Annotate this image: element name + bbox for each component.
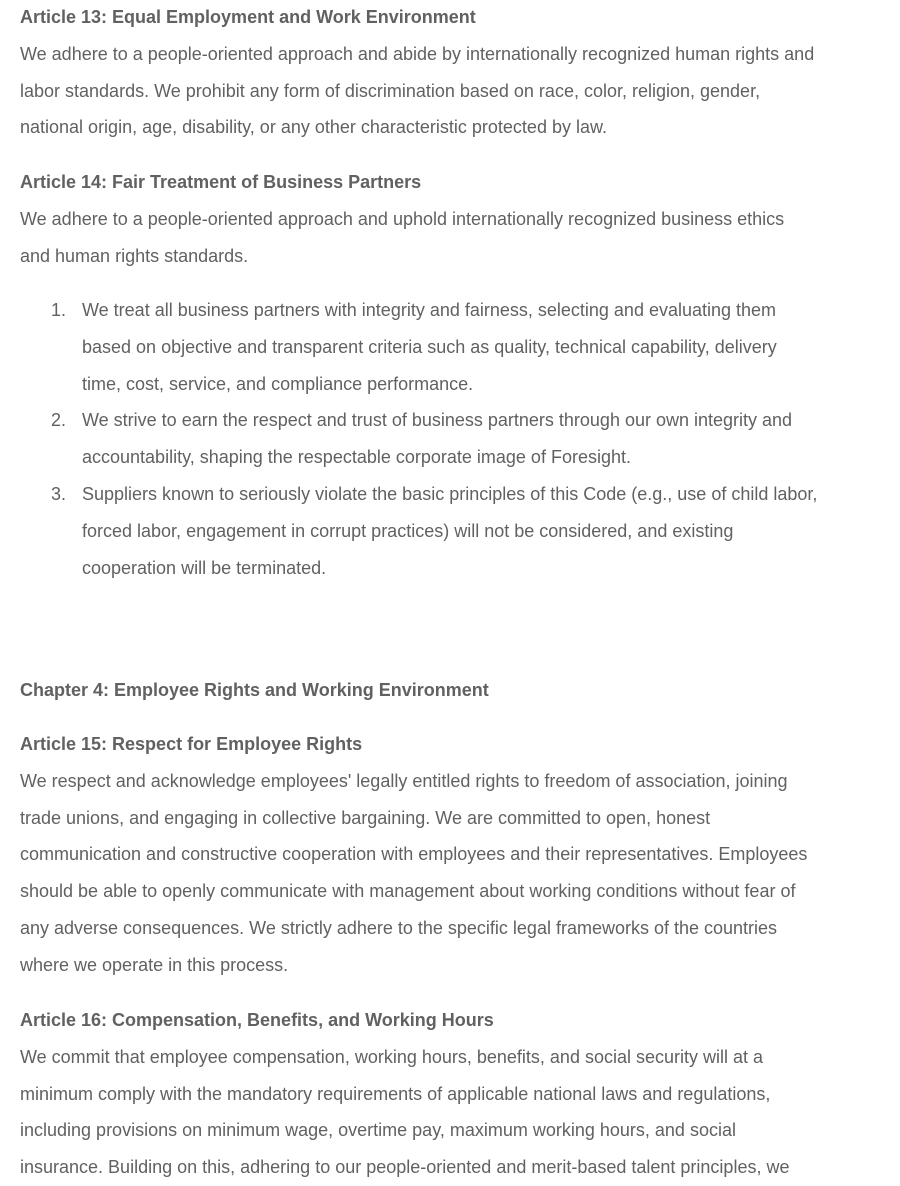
- paragraph-line: minimum comply with the mandatory requirements of applicable national laws and regulations,: [20, 1083, 771, 1104]
- article-13: [20, 0, 814, 146]
- article-heading: Article 15: Respect for Employee Rights: [20, 734, 363, 754]
- list-number: 1.: [51, 300, 67, 320]
- list-item: [20, 476, 880, 586]
- paragraph-line: where we operate in this process.: [20, 954, 289, 975]
- paragraph-line: We respect and acknowledge employees' legally entitled rights to freedom of association, joining: [20, 770, 788, 791]
- article-16: [20, 1002, 789, 1186]
- paragraph-line: including provisions on minimum wage, overtime pay, maximum working hours, and social: [20, 1120, 736, 1141]
- chapter-4: [20, 672, 489, 709]
- paragraph-line: insurance. Building on this, adhering to our people-oriented and merit-based talent principles, we: [20, 1157, 790, 1178]
- list-number: 2.: [51, 410, 67, 431]
- article-14: [20, 164, 784, 274]
- list-item-line: time, cost, service, and compliance performance.: [82, 373, 474, 394]
- article-heading: Article 16: Compensation, Benefits, and Working Hours: [20, 1010, 494, 1030]
- list-item-line: based on objective and transparent criteria such as quality, technical capability, delivery: [82, 336, 777, 357]
- article-15: [20, 726, 807, 984]
- list-item-line: Suppliers known to seriously violate the basic principles of this Code (e.g., use of child labor,: [82, 483, 818, 504]
- list-number: 3.: [51, 483, 67, 504]
- list-item-line: forced labor, engagement in corrupt practices) will not be considered, and existing: [82, 520, 734, 541]
- paragraph-line: We commit that employee compensation, working hours, benefits, and social security will at a: [20, 1046, 764, 1067]
- paragraph-line: labor standards. We prohibit any form of discrimination based on race, color, religion, gender,: [20, 80, 761, 101]
- list-item: [20, 292, 880, 402]
- paragraph-line: communication and constructive cooperation with employees and their representatives. Employees: [20, 844, 808, 865]
- paragraph-line: trade unions, and engaging in collective bargaining. We are committed to open, honest: [20, 807, 711, 828]
- list-item-line: We treat all business partners with integrity and fairness, selecting and evaluating them: [82, 300, 777, 320]
- paragraph-line: should be able to openly communicate with management about working conditions without fear of: [20, 881, 796, 902]
- paragraph-line: We adhere to a people-oriented approach and uphold internationally recognized business ethics: [20, 208, 785, 229]
- paragraph-line: We adhere to a people-oriented approach and abide by internationally recognized human rights and: [20, 43, 815, 64]
- list-item-line: We strive to earn the respect and trust of business partners through our own integrity and: [82, 410, 793, 431]
- paragraph-line: national origin, age, disability, or any other characteristic protected by law.: [20, 117, 607, 138]
- list-item-line: cooperation will be terminated.: [82, 557, 327, 578]
- chapter-heading: Chapter 4: Employee Rights and Working Environment: [20, 680, 489, 700]
- paragraph-line: any adverse consequences. We strictly adhere to the specific legal frameworks of the countries: [20, 917, 778, 938]
- article-heading: Article 14: Fair Treatment of Business Partners: [20, 172, 422, 192]
- article-heading: Article 13: Equal Employment and Work Environment: [20, 7, 476, 27]
- paragraph-line: and human rights standards.: [20, 245, 249, 266]
- list-item: [20, 402, 880, 476]
- list-item-line: accountability, shaping the respectable corporate image of Foresight.: [82, 447, 631, 468]
- partner-list: [20, 292, 880, 586]
